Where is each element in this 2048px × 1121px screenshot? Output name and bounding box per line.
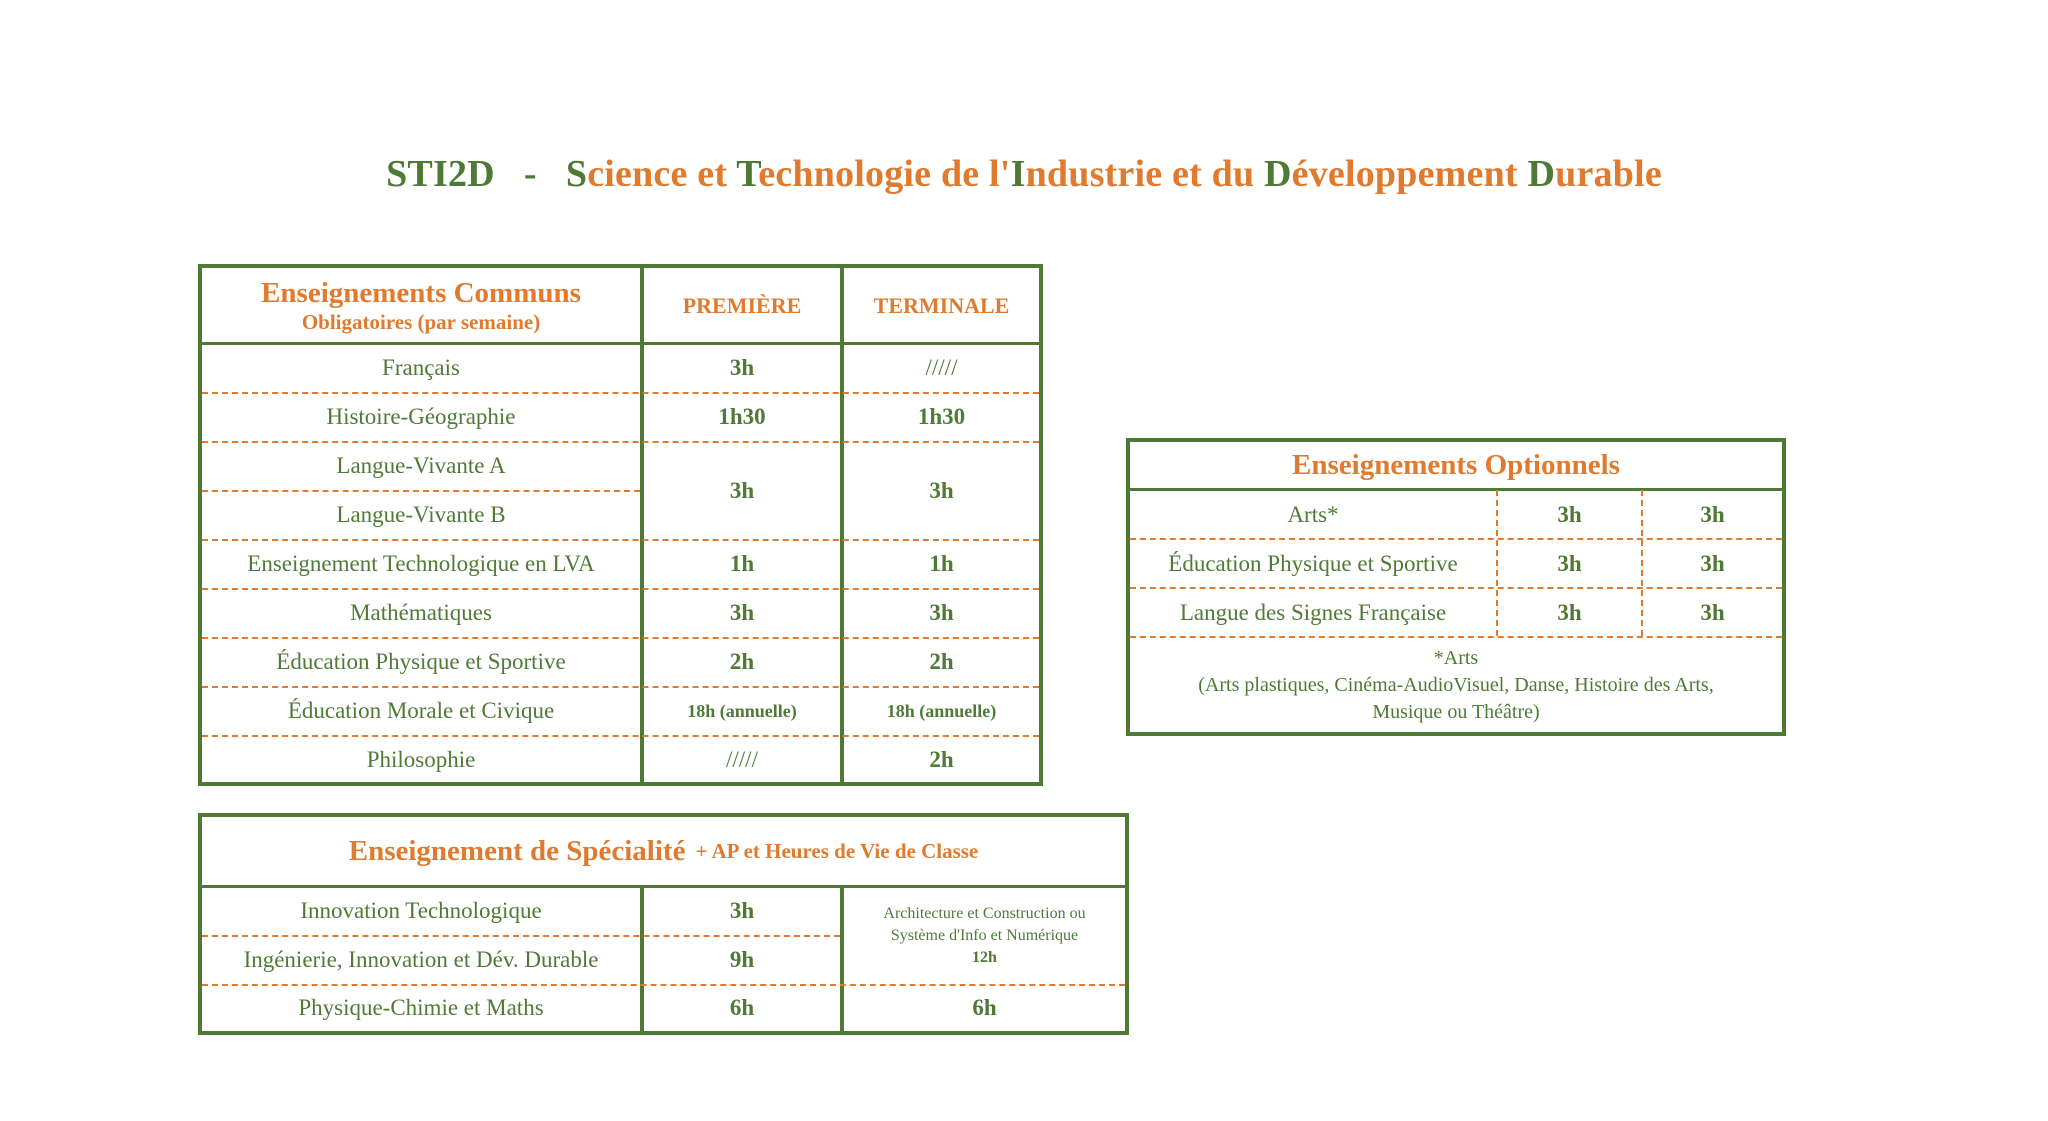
option-premiere-cell: 3h [1557, 550, 1582, 576]
arts-note-line1: (Arts plastiques, Cinéma-AudioVisuel, Danse, Histoire des Arts, [1198, 673, 1714, 696]
premiere-cell: 3h [729, 600, 755, 625]
subject-cell: Éducation Morale et Civique [287, 698, 555, 723]
premiere-cell: 1h30 [718, 404, 766, 429]
premiere-cell: ///// [726, 747, 758, 772]
spec-premiere-cell: 3h [729, 898, 755, 923]
terminale-cell: 2h [929, 747, 954, 772]
premiere-header: PREMIÈRE [682, 293, 802, 318]
terminale-cell: ///// [925, 355, 958, 380]
option-subject-cell: Éducation Physique et Sportive [1168, 550, 1458, 576]
spec-premiere-cell: 6h [729, 995, 755, 1020]
subject-cell: Mathématiques [350, 600, 492, 625]
communs-table [198, 264, 1043, 786]
communs-header [202, 268, 640, 344]
terminale-cell: 18h (annuelle) [886, 700, 997, 721]
specialite-title-suffix: + AP et Heures de Vie de Classe [695, 839, 979, 863]
terminale-cell: 2h [929, 649, 954, 674]
terminale-cell: 1h30 [917, 404, 966, 429]
specialite-table [198, 813, 1129, 1035]
option-terminale-cell: 3h [1700, 501, 1725, 527]
spec-premiere-cell: 9h [729, 947, 755, 972]
spec-terminale-cell: 6h [972, 995, 997, 1020]
spec-subject-cell: Physique-Chimie et Maths [298, 995, 544, 1020]
title-part: urable [1555, 153, 1662, 195]
option-premiere-cell: 3h [1557, 501, 1582, 527]
terminale-cell: 3h [929, 600, 954, 625]
arts-note [1130, 638, 1782, 732]
title-part: echnologie de l' [758, 153, 1011, 195]
subject-cell: Histoire-Géographie [326, 404, 516, 429]
spec-subject-cell: Ingénierie, Innovation et Dév. Durable [243, 947, 599, 972]
spec-terminale-merged [844, 887, 1125, 984]
subject-cell: Langue-Vivante A [336, 453, 506, 478]
title-part: ndustrie et du [1025, 153, 1264, 195]
arts-note-line2: Musique ou Théâtre) [1372, 700, 1540, 723]
premiere-cell: 18h (annuelle) [687, 700, 797, 721]
premiere-cell: 2h [729, 649, 755, 674]
title-part: S [565, 153, 588, 195]
spec-terminale-hours: 12h [972, 948, 997, 966]
specialite-title: Enseignement de Spécialité [348, 835, 686, 867]
optionnels-table [1126, 438, 1786, 736]
terminale-cell: 3h [929, 477, 954, 503]
title-part: STI2D - [386, 153, 566, 195]
spec-subject-cell: Innovation Technologique [300, 898, 542, 923]
page-title [0, 152, 2048, 196]
title-part: T [736, 153, 759, 195]
terminale-cell: 1h [929, 551, 954, 576]
title-part: éveloppement [1291, 153, 1528, 195]
optionnels-title: Enseignements Optionnels [1292, 449, 1620, 481]
subject-cell: Langue-Vivante B [336, 502, 506, 527]
option-subject-cell: Arts* [1287, 501, 1339, 527]
title-part: I [1010, 153, 1026, 195]
terminale-header: TERMINALE [873, 293, 1010, 318]
option-subject-cell: Langue des Signes Française [1179, 599, 1447, 625]
subject-cell: Philosophie [366, 747, 476, 772]
subject-cell: Français [382, 355, 460, 380]
spec-terminale-line1: Architecture et Construction ou [883, 904, 1086, 922]
option-premiere-cell: 3h [1557, 599, 1582, 625]
option-terminale-cell: 3h [1700, 550, 1725, 576]
premiere-cell: 1h [729, 551, 755, 576]
title-part: D [1263, 153, 1292, 195]
premiere-cell: 3h [729, 355, 755, 380]
communs-title: Enseignements Communs [261, 277, 581, 309]
arts-note-title: *Arts [1433, 646, 1479, 669]
subject-cell: Enseignement Technologique en LVA [247, 551, 595, 576]
title-part: cience et [587, 153, 737, 195]
communs-subtitle: Obligatoires (par semaine) [301, 310, 541, 334]
option-terminale-cell: 3h [1700, 599, 1725, 625]
premiere-cell: 3h [729, 477, 755, 503]
spec-terminale-line2: Système d'Info et Numérique [890, 926, 1079, 944]
title-part: D [1527, 153, 1556, 195]
specialite-header [202, 817, 1125, 886]
subject-cell: Éducation Physique et Sportive [276, 649, 566, 674]
